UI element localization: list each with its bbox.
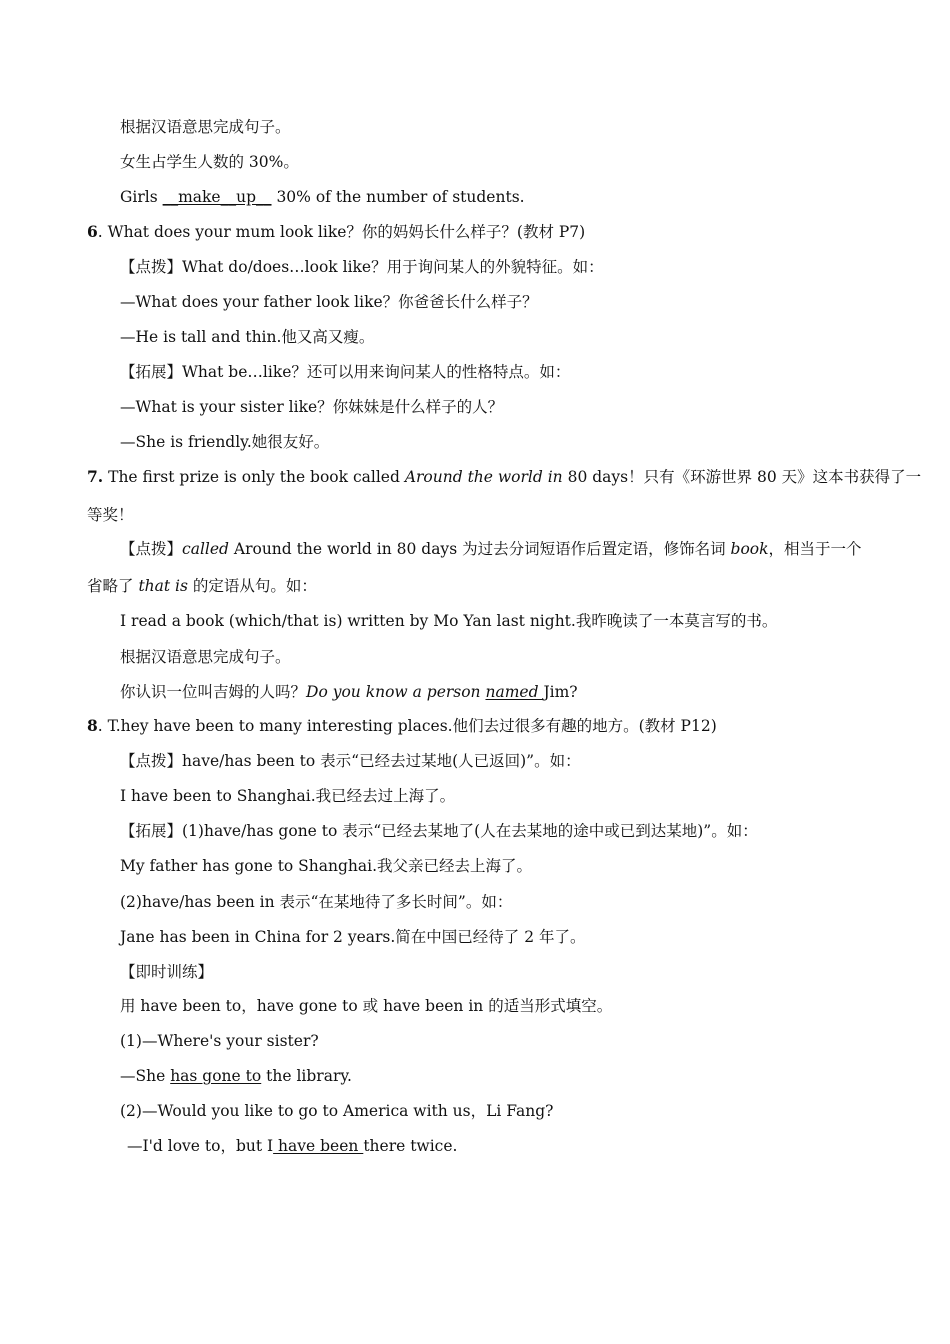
example-line: I read a book (which/that is) written by Mo Yan last night.我昨晚读了一本莫言写的书。 <box>120 612 778 630</box>
instruction-line: 根据汉语意思完成句子。 <box>120 648 291 666</box>
example-line: —She is friendly.她很友好。 <box>120 433 330 451</box>
exercise-question: (1)—Where's your sister? <box>120 1032 319 1050</box>
item-number: 7. <box>87 467 104 486</box>
extension-line: (2)have/has been in 表示“在某地待了多长时间”。如： <box>120 893 513 911</box>
answer-blank: have been <box>273 1137 364 1155</box>
note-line-cont: 省略了 that is 的定语从句。如： <box>87 577 317 595</box>
exercise-question: (2)—Would you like to go to America with us，Li Fang? <box>120 1102 554 1120</box>
instruction-line: 用 have been to，have gone to 或 have been in 的适当形式填空。 <box>120 997 613 1015</box>
item-7-heading: 7. The first prize is only the book called Around the world in 80 days！只有《环游世界 80 天》这本书获得了一 <box>87 467 922 486</box>
extension-line: 【拓展】(1)have/has gone to 表示“已经去某地了(人在去某地的途中或已到达某地)”。如： <box>120 822 758 840</box>
example-line: I have been to Shanghai.我已经去过上海了。 <box>120 787 456 805</box>
answer-blank: __make__up__ <box>162 188 272 206</box>
extension-line: 【拓展】What be…like？还可以用来询问某人的性格特点。如： <box>120 363 571 381</box>
chinese-prompt-line: 女生占学生人数的 30%。 <box>120 153 299 171</box>
item-7-heading-cont: 等奖！ <box>87 506 134 524</box>
item-number: 6 <box>87 222 98 241</box>
example-line: —What does your father look like？你爸爸长什么样子？ <box>120 293 538 311</box>
example-line: —He is tall and thin.他又高又瘦。 <box>120 328 375 346</box>
note-line: 【点拨】called Around the world in 80 days 为过去分词短语作后置定语，修饰名词 book，相当于一个 <box>120 540 862 558</box>
note-line: 【点拨】What do/does…look like？用于询问某人的外貌特征。如： <box>120 258 604 276</box>
note-line: 【点拨】have/has been to 表示“已经去过某地(人已返回)”。如： <box>120 752 581 770</box>
fill-blank-line: 你认识一位叫吉姆的人吗？Do you know a person named Jim? <box>120 683 578 701</box>
item-6-heading: 6. What does your mum look like？你的妈妈长什么样子？(教材 P7) <box>87 222 586 241</box>
exercise-answer-line: —She has gone to the library. <box>120 1067 352 1085</box>
practice-heading: 【即时训练】 <box>120 963 214 981</box>
example-line: —What is your sister like？你妹妹是什么样子的人？ <box>120 398 504 416</box>
answer-blank: named <box>485 683 544 701</box>
item-number: 8 <box>87 716 98 735</box>
example-line: My father has gone to Shanghai.我父亲已经去上海了。 <box>120 857 533 875</box>
exercise-answer-line: —I'd love to，but I have been there twice. <box>127 1137 458 1155</box>
instruction-line: 根据汉语意思完成句子。 <box>120 118 291 136</box>
fill-blank-line: Girls __make__up__ 30% of the number of students. <box>120 188 525 206</box>
example-line: Jane has been in China for 2 years.简在中国已经待了 2 年了。 <box>120 928 586 946</box>
answer-blank: has gone to <box>170 1067 262 1085</box>
item-8-heading: 8. T.hey have been to many interesting places.他们去过很多有趣的地方。(教材 P12) <box>87 716 717 735</box>
